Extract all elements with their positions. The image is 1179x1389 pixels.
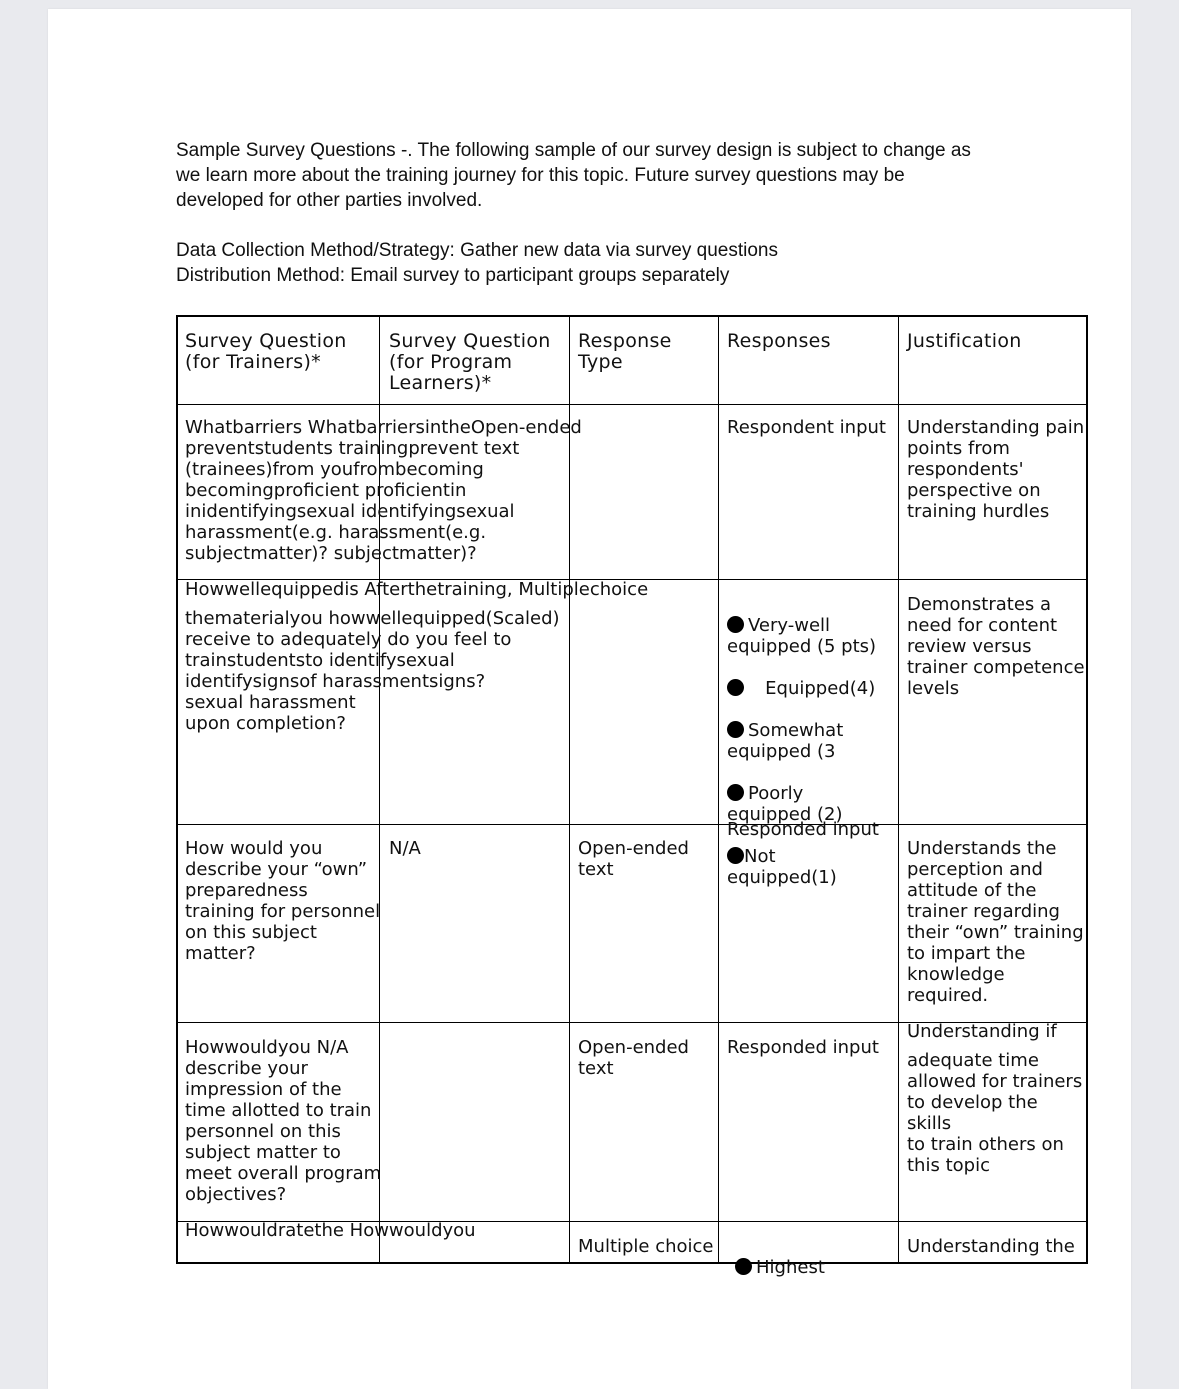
row2-question-text: thematerialyou howwellequipped(Scaled) receive to adequately do you feel to trainstudentsto identifysexual identifysignsof harassmentsigns? sexual harassment upon completion? [185, 608, 560, 734]
header-justification: Justification [907, 330, 1022, 352]
row1-responses: Respondent input [727, 417, 886, 438]
distribution-method: Distribution Method: Email survey to participant groups separately [176, 265, 730, 286]
row3-justification: Understands the perception and attitude of the trainer regarding their “own” training to impart the knowledge required. [907, 838, 1084, 1006]
column-divider [898, 317, 899, 1262]
row3-learner-question: N/A [389, 838, 421, 859]
row4-justification: adequate time allowed for trainers to develop the skills to train others on this topic [907, 1050, 1083, 1176]
header-response-type: Response Type [578, 330, 672, 373]
row1-question-text: Whatbarriers WhatbarriersintheOpen-ended preventstudents trainingprevent text (trainees)from youfrombecoming becomingproficient proficientin inidentifyingsexual identifyingsexual harassment(e.g. harassment(e.g. subjectmatter)? subjectmatter)? [185, 417, 582, 564]
row3-responses: Responded input [727, 819, 879, 840]
row4-responses: Responded input [727, 1037, 879, 1058]
column-divider [718, 317, 719, 1262]
row-divider [178, 824, 1086, 825]
response-option: Not equipped(1) [727, 846, 837, 888]
intro-paragraph: Sample Survey Questions -. The following sample of our survey design is subject to change as we learn more about the training journey for this topic. Future survey questions may be developed for other parties involved. [176, 140, 971, 211]
row4-response-type: Open-ended text [578, 1037, 689, 1079]
row2-question-text-top: Howwellequippedis Afterthetraining, Multiplechoice [185, 579, 649, 600]
row2-justification: Demonstrates a need for content review versus trainer competence levels [907, 594, 1085, 699]
bullet-icon [735, 1258, 752, 1275]
bullet-icon [727, 679, 744, 696]
header-responses: Responses [727, 330, 831, 352]
row1-justification: Understanding pain points from respondents' perspective on training hurdles [907, 417, 1085, 522]
row3-response-type: Open-ended text [578, 838, 689, 880]
row4-justification-top: Understanding if [907, 1021, 1057, 1042]
row3-trainer-question: How would you describe your “own” preparedness training for personnel on this subject matter? [185, 838, 381, 964]
row2-responses-list [727, 594, 887, 909]
header-learner-question: Survey Question (for Program Learners)* [389, 330, 551, 394]
row5-response-type: Multiple choice [578, 1236, 714, 1257]
data-collection-method: Data Collection Method/Strategy: Gather new data via survey questions [176, 240, 778, 261]
response-option: Somewhat equipped (3 [727, 720, 844, 762]
bullet-icon [727, 721, 744, 738]
response-option: Equipped(4) [727, 678, 887, 699]
bullet-icon [727, 616, 744, 633]
row4-trainer-question: Howwouldyou N/A describe your impression of the time allotted to train personnel on this subject matter to meet overall program objectives? [185, 1037, 382, 1205]
row-divider [178, 404, 1086, 405]
response-option: Very-well equipped (5 pts) [727, 615, 877, 657]
row5-justification: Understanding the [907, 1236, 1075, 1257]
response-option: Poorly equipped (2) [727, 783, 843, 825]
row5-responses: Highest [735, 1236, 825, 1278]
header-trainer-question: Survey Question (for Trainers)* [185, 330, 347, 373]
bullet-icon [727, 784, 744, 801]
intro-section [176, 138, 976, 288]
survey-table [176, 315, 1088, 1278]
row5-question-text: Howwouldratethe Howwouldyou [185, 1220, 476, 1241]
bullet-icon [727, 847, 744, 864]
